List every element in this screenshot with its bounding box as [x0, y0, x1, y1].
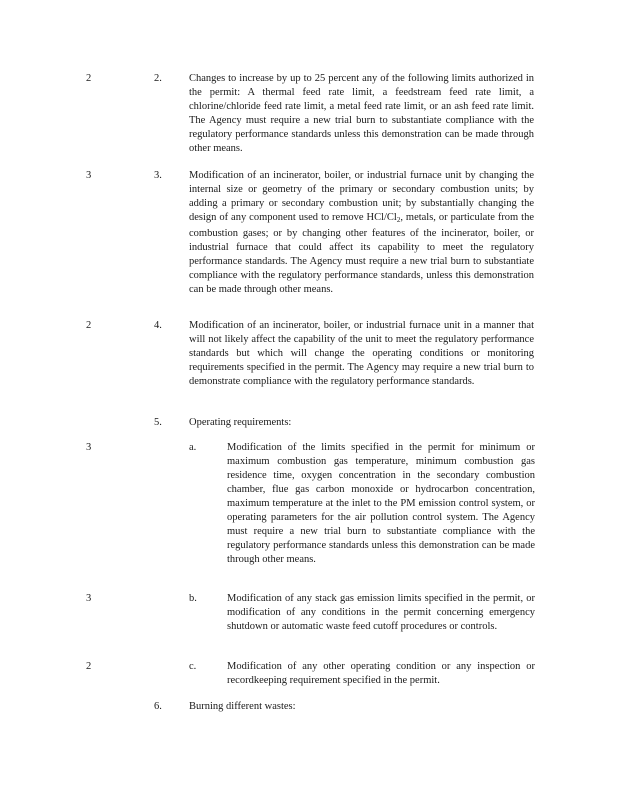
class-label: 3: [86, 170, 92, 181]
subscript: 2: [396, 216, 401, 224]
class-label: 3: [86, 442, 92, 453]
item-number: 6.: [154, 701, 162, 712]
item-number: 2.: [154, 73, 162, 84]
item-letter: c.: [189, 661, 197, 672]
item-text: Modification of the limits specified in the permit for minimum or maximum combustion gas temperature, minimum combustion gas residence time, oxygen concentration in the secondary combustion chamber, flue gas carbon monoxide or hydrocarbon concentration, maximum temperature at the inlet to the PM emission control system, or operating parameters for the air pollution control system. The Agency must require a new trial burn to substantiate compliance with the regulatory performance standards unless this demonstration can be made through other means.: [227, 442, 535, 565]
item-letter: a.: [189, 442, 197, 453]
item-heading: Operating requirements:: [189, 417, 292, 428]
item-text: Modification of any other operating condition or any inspection or recordkeeping requirement specified in the permit.: [227, 661, 535, 686]
class-label: 3: [86, 593, 92, 604]
item-number: 4.: [154, 320, 162, 331]
class-label: 2: [86, 320, 92, 331]
item-text: [189, 169, 534, 297]
item-text: Modification of an incinerator, boiler, or industrial furnace unit in a manner that will not likely affect the capability of the unit to meet the regulatory performance standards but which will change the operating conditions or monitoring requirements specified in the permit. The Agency may require a new trial burn to demonstrate compliance with the regulatory performance standards.: [189, 320, 534, 387]
item-text: Modification of any stack gas emission limits specified in the permit, or modification of any conditions in the permit concerning emergency shutdown or automatic waste feed cutoff procedures or controls.: [227, 593, 535, 632]
item-text-part: , metals, or particulate from the combustion gases; or by changing other features of the incinerator, boiler, or industrial furnace that could affect its capability to meet the regulatory performance standards. The Agency must require a new trial burn to substantiate compliance with the regulatory performance standards, unless this demonstration can be made through other means.: [189, 212, 534, 295]
item-number: 5.: [154, 417, 162, 428]
item-text: Changes to increase by up to 25 percent any of the following limits authorized in the permit: A thermal feed rate limit, a feedstream feed rate limit, a chlorine/chloride feed rate limit, a metal feed rate limit, or an ash feed rate limit. The Agency must require a new trial burn to substantiate compliance with the regulatory performance standards unless this demonstration can be made through other means.: [189, 73, 534, 154]
item-number: 3.: [154, 170, 162, 181]
class-label: 2: [86, 73, 92, 84]
class-label: 2: [86, 661, 92, 672]
item-heading: Burning different wastes:: [189, 701, 296, 712]
item-letter: b.: [189, 593, 197, 604]
item-text-part: Modification of an incinerator, boiler, or industrial furnace unit by changing the internal size or geometry of the primary or secondary combustion units; by adding a primary or secondary combustion unit; by substantially changing the design of any component used to remove HCl/Cl: [189, 170, 534, 223]
